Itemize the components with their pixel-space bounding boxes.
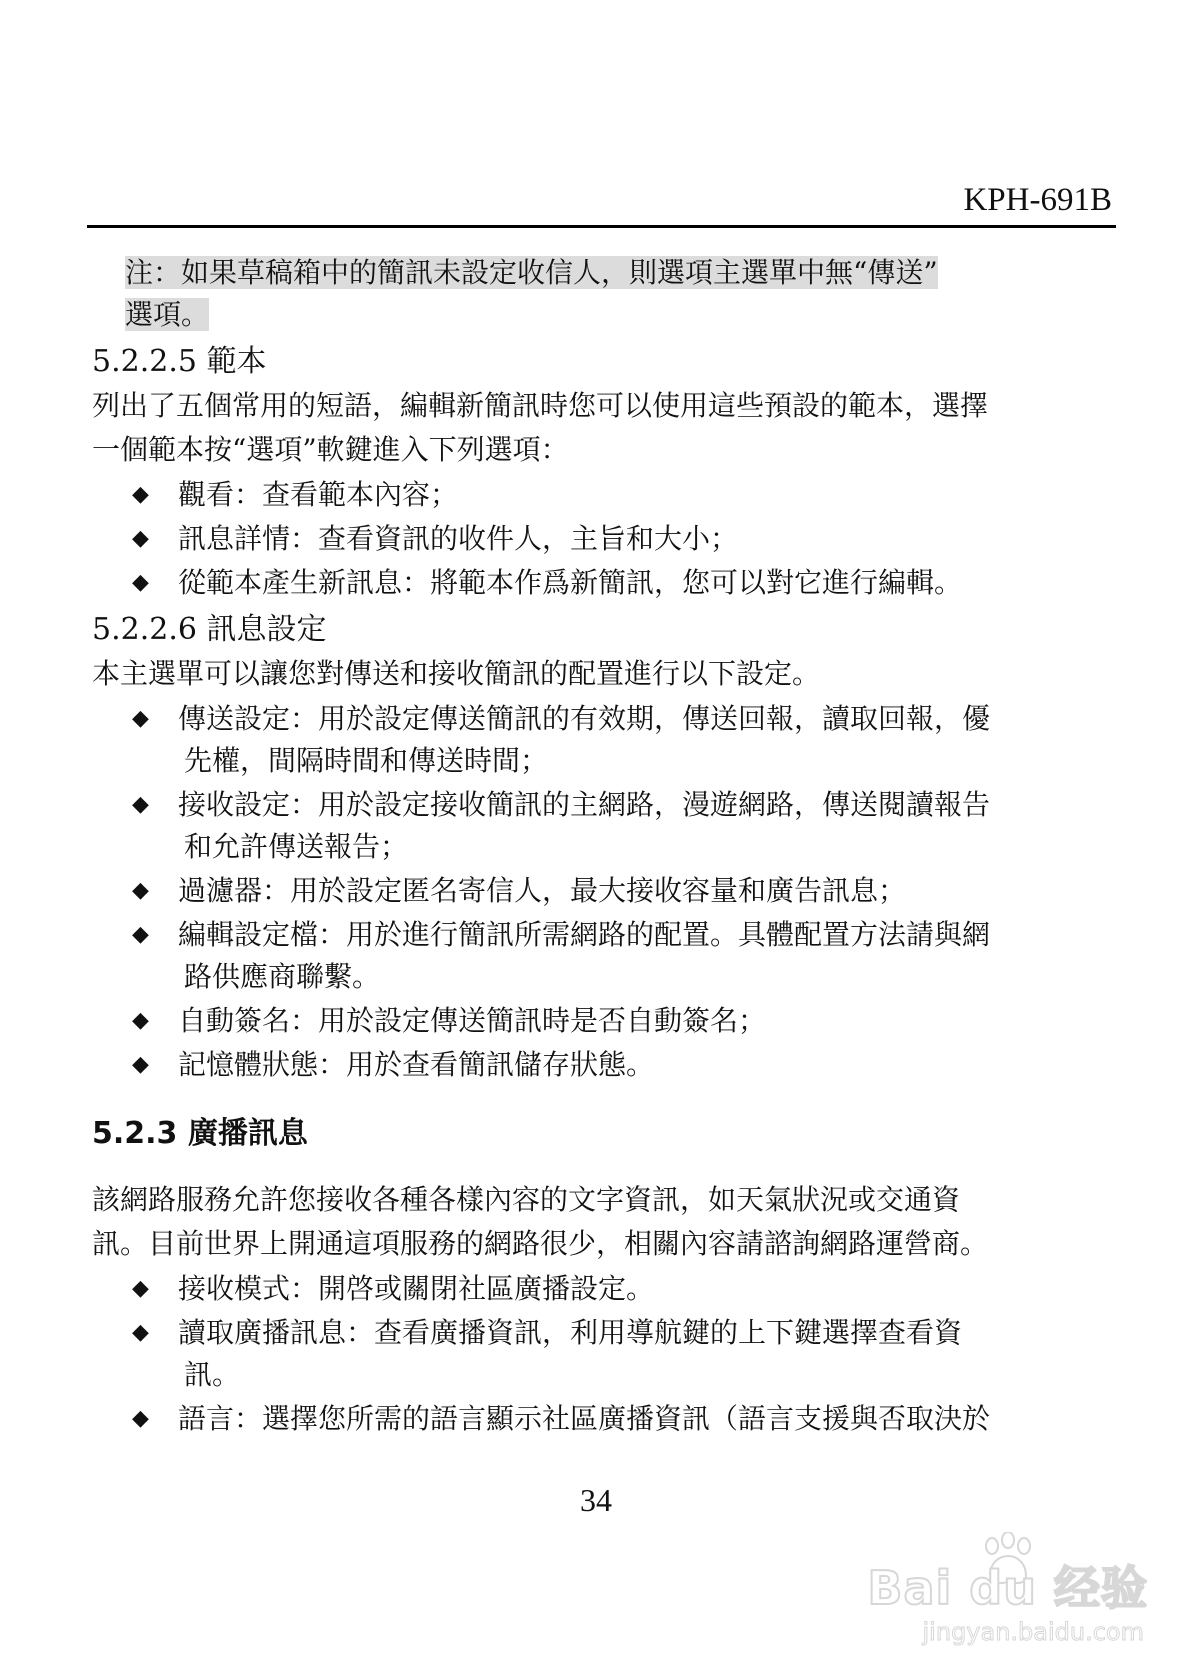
bullet-icon: ◆	[132, 878, 149, 903]
list-item: ◆ 訊息詳情：查看資訊的收件人，主旨和大小；	[92, 518, 1116, 560]
list-item: ◆ 接收設定：用於設定接收簡訊的主網路，漫遊網路，傳送閱讀報告 和允許傳送報告；	[92, 784, 1116, 868]
bullet-icon: ◆	[132, 1406, 149, 1431]
page-number: 34	[580, 1482, 612, 1518]
list-item: ◆ 讀取廣播訊息：查看廣播資訊，利用導航鍵的上下鍵選擇查看資 訊。	[92, 1312, 1116, 1396]
note-line-1: 注：如果草稿箱中的簡訊未設定收信人，則選項主選單中無“傳送”	[125, 256, 938, 289]
bullet-icon: ◆	[132, 570, 149, 595]
section-heading-5-2-2-6: 5.2.2.6 訊息設定	[92, 612, 327, 647]
template-options-list	[92, 474, 1116, 604]
bullet-icon: ◆	[132, 1276, 149, 1301]
message-settings-list	[92, 698, 1116, 1086]
section-paragraph: 本主選單可以讓您對傳送和接收簡訊的配置進行以下設定。	[92, 657, 821, 690]
baidu-watermark	[858, 1538, 1148, 1658]
list-item: ◆ 從範本產生新訊息：將範本作爲新簡訊，您可以對它進行編輯。	[92, 562, 1116, 604]
page-content	[92, 252, 1116, 1442]
header-rule	[87, 225, 1116, 228]
list-item: ◆ 傳送設定：用於設定傳送簡訊的有效期，傳送回報，讀取回報，優 先權，間隔時間和傳送時間；	[92, 698, 1116, 782]
list-item: ◆ 過濾器：用於設定匿名寄信人，最大接收容量和廣告訊息；	[92, 870, 1116, 912]
watermark-brand: Bai du 经验	[867, 1561, 1148, 1615]
bullet-icon: ◆	[132, 526, 149, 551]
bullet-icon: ◆	[132, 1008, 149, 1033]
bullet-icon: ◆	[132, 706, 149, 731]
broadcast-options-list	[92, 1268, 1116, 1440]
list-item: ◆ 記憶體狀態：用於查看簡訊儲存狀態。	[92, 1044, 1116, 1086]
list-item: ◆ 自動簽名：用於設定傳送簡訊時是否自動簽名；	[92, 1000, 1116, 1042]
note-line-2: 選項。	[125, 298, 210, 331]
bullet-icon: ◆	[132, 792, 149, 817]
bullet-icon: ◆	[132, 1052, 149, 1077]
list-item: ◆ 語言：選擇您所需的語言顯示社區廣播資訊（語言支援與否取決於	[92, 1398, 1116, 1440]
section-heading-5-2-3: 5.2.3 廣播訊息	[92, 1116, 308, 1151]
section-paragraph: 該網路服務允許您接收各種各樣內容的文字資訊，如天氣狀況或交通資 訊。目前世界上開通這項服務的網路很少，相關內容請諮詢網路運營商。	[92, 1183, 989, 1260]
list-item: ◆ 觀看：查看範本內容；	[92, 474, 1116, 516]
model-number: KPH-691B	[963, 182, 1112, 218]
list-item: ◆ 接收模式：開啓或關閉社區廣播設定。	[92, 1268, 1116, 1310]
bullet-icon: ◆	[132, 922, 149, 947]
list-item: ◆ 編輯設定檔：用於進行簡訊所需網路的配置。具體配置方法請與網 路供應商聯繫。	[92, 914, 1116, 998]
watermark-url: jingyan.baidu.com	[922, 1618, 1144, 1646]
section-paragraph: 列出了五個常用的短語，編輯新簡訊時您可以使用這些預設的範本，選擇 一個範本按“選項”軟鍵進入下列選項：	[92, 389, 989, 466]
section-heading-5-2-2-5: 5.2.2.5 範本	[92, 344, 267, 379]
note-block	[125, 252, 1115, 336]
bullet-icon: ◆	[132, 482, 149, 507]
bullet-icon: ◆	[132, 1320, 149, 1345]
